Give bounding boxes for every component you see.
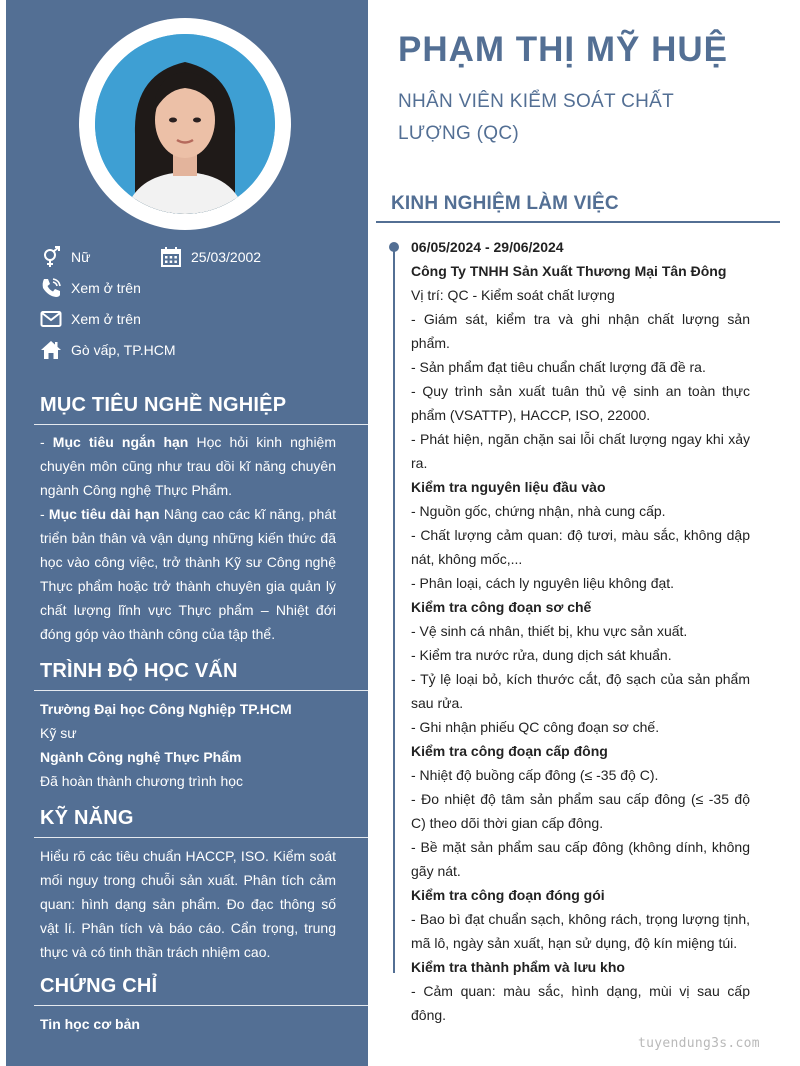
experience-bullet: - Nguồn gốc, chứng nhận, nhà cung cấp. — [411, 503, 666, 519]
experience-bullet: - Quy trình sản xuất tuân thủ vệ sinh an toàn thực phẩm (VSATTP), HACCP, ISO, 22000. — [411, 383, 750, 423]
experience-details — [411, 307, 750, 1027]
experience-bullet: - Giám sát, kiểm tra và ghi nhận chất lượng sản phẩm. — [411, 311, 750, 351]
experience-bullet: - Kiểm tra nước rửa, dung dịch sát khuẩn. — [411, 647, 672, 663]
birthdate-row — [160, 246, 261, 268]
timeline-dot — [389, 242, 399, 252]
experience-subheading: Kiểm tra công đoạn đóng gói — [411, 887, 605, 903]
gender-row — [40, 246, 90, 268]
experience-bullet: - Vệ sinh cá nhân, thiết bị, khu vực sản xuất. — [411, 623, 688, 639]
candidate-name: PHẠM THỊ MỸ HUỆ — [398, 30, 728, 69]
experience-period: 06/05/2024 - 29/06/2024 — [411, 239, 564, 255]
experience-bullet: - Bề mặt sản phẩm sau cấp đông (không dính, không gãy nát. — [411, 839, 750, 879]
objective-divider — [34, 424, 368, 425]
experience-bullet: - Đo nhiệt độ tâm sản phẩm sau cấp đông (≤ -35 độ C) theo dõi thời gian cấp đông. — [411, 791, 750, 831]
certificates-divider — [34, 1005, 368, 1006]
education-degree: Kỹ sư — [40, 725, 77, 741]
long-term-label: Mục tiêu dài hạn — [48, 506, 160, 522]
job-title: NHÂN VIÊN KIỂM SOÁT CHẤT LƯỢNG (QC) — [398, 91, 674, 144]
watermark: tuyendung3s.com — [638, 1036, 760, 1051]
experience-company: Công Ty TNHH Sản Xuất Thương Mại Tân Đông — [411, 263, 727, 279]
experience-bullet: - Cảm quan: màu sắc, hình dạng, mùi vị sau cấp đông. — [411, 983, 750, 1023]
skills-divider — [34, 837, 368, 838]
envelope-icon — [40, 308, 62, 330]
home-icon — [40, 339, 62, 361]
timeline-line — [393, 246, 395, 973]
certificate-item: Tin học cơ bản — [40, 1016, 140, 1032]
email-value: Xem ở trên — [71, 311, 141, 327]
experience-bullet: - Chất lượng cảm quan: độ tươi, màu sắc, không dập nát, không mốc,... — [411, 527, 750, 567]
email-row — [40, 308, 141, 330]
gender-icon — [40, 246, 62, 268]
experience-subheading: Kiểm tra công đoạn cấp đông — [411, 743, 608, 759]
experience-subheading: Kiểm tra công đoạn sơ chế — [411, 599, 592, 615]
experience-subheading: Kiểm tra thành phẩm và lưu kho — [411, 959, 625, 975]
skills-text: Hiểu rõ các tiêu chuẩn HACCP, ISO. Kiểm soát mối nguy trong chuỗi sản xuất. Phân tích cảm quan: hình dạng sản phẩm. Đo đạc thông số vật lí. Phân tích và báo cáo. Cẩn trọng, trung thực và có tinh thần trách nhiệm cao. — [40, 848, 336, 960]
education-school: Trường Đại học Công Nghiệp TP.HCM — [40, 701, 292, 717]
long-term-text: Nâng cao các kĩ năng, phát triển bản thân và vận dụng những kiến thức đã học vào công việc, trở thành Kỹ sư Công nghệ Thực phẩm hoặc trở thành chuyên gia quản lý chất lượng lĩnh vực Thực phẩm – Nhiệt đới đóng góp vào thành công của tập thể. — [40, 506, 336, 642]
objective-text: - Mục tiêu ngắn hạn Học hỏi kinh nghiệm chuyên môn cũng như trau dồi kĩ năng chuyên ngành Công nghệ Thực Phẩm. - Mục tiêu dài hạn Nâng cao các kĩ năng, phát triển bản thân và vận dụng những kiến thức đã học vào công việc, trở thành Kỹ sư Công nghệ Thực phẩm hoặc trở thành chuyên gia quản lý chất lượng lĩnh vực Thực phẩm – Nhiệt đới đóng góp vào thành công của tập thể. — [40, 434, 337, 642]
experience-heading: KINH NGHIỆM LÀM VIỆC — [391, 193, 619, 214]
avatar — [95, 34, 275, 214]
experience-bullet: - Sản phẩm đạt tiêu chuẩn chất lượng đã đề ra. — [411, 359, 706, 375]
skills-heading: KỸ NĂNG — [40, 807, 134, 829]
education-divider — [34, 690, 368, 691]
sidebar — [6, 0, 368, 1066]
education-heading: TRÌNH ĐỘ HỌC VẤN — [40, 660, 238, 682]
experience-bullet: - Phát hiện, ngăn chặn sai lỗi chất lượng ngay khi xảy ra. — [411, 431, 750, 471]
experience-bullet: - Phân loại, cách ly nguyên liệu không đạt. — [411, 575, 675, 591]
address-row — [40, 339, 176, 361]
avatar-frame — [79, 18, 291, 230]
experience-position: Vị trí: QC - Kiểm soát chất lượng — [411, 287, 615, 303]
short-term-label: Mục tiêu ngắn hạn — [52, 434, 189, 450]
birthdate-value: 25/03/2002 — [191, 249, 262, 265]
phone-row — [40, 277, 141, 299]
phone-value: Xem ở trên — [71, 280, 141, 296]
education-status: Đã hoàn thành chương trình học — [40, 773, 244, 789]
certificates-heading: CHỨNG CHỈ — [40, 975, 158, 997]
education-major: Ngành Công nghệ Thực Phẩm — [40, 749, 242, 765]
experience-divider — [376, 221, 780, 223]
experience-bullet: - Tỷ lệ loại bỏ, kích thước cắt, độ sạch của sản phẩm sau rửa. — [411, 671, 750, 711]
experience-bullet: - Bao bì đạt chuẩn sạch, không rách, trọng lượng tịnh, mã lô, ngày sản xuất, hạn sử dụng, độ kín miệng túi. — [411, 911, 750, 951]
gender-value: Nữ — [71, 249, 91, 265]
experience-entry — [411, 235, 750, 1027]
phone-icon — [40, 277, 62, 299]
address-value: Gò vấp, TP.HCM — [71, 342, 176, 358]
calendar-icon — [160, 246, 182, 268]
short-term-text: Học hỏi kinh nghiệm chuyên môn cũng như trau dồi kĩ năng chuyên ngành Công nghệ Thực Phẩm. — [40, 434, 337, 498]
objective-heading: MỤC TIÊU NGHỀ NGHIỆP — [40, 394, 287, 416]
experience-subheading: Kiểm tra nguyên liệu đầu vào — [411, 479, 606, 495]
experience-bullet: - Ghi nhận phiếu QC công đoạn sơ chế. — [411, 719, 660, 735]
experience-bullet: - Nhiệt độ buồng cấp đông (≤ -35 độ C). — [411, 767, 659, 783]
